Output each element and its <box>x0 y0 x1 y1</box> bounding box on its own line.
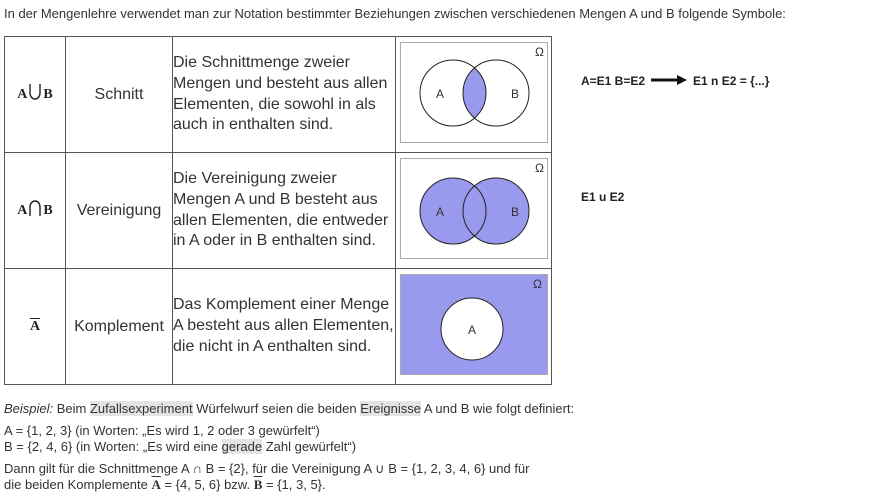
table-row <box>5 153 552 269</box>
union-symbol-icon <box>28 83 42 106</box>
example-intro <box>4 401 574 417</box>
set-b-label: B <box>510 86 519 101</box>
table-row <box>5 269 552 385</box>
omega-label: Ω <box>532 276 542 291</box>
side-note-2: E1 u E2 <box>581 190 625 204</box>
complement-b-symbol: $\overline{B}$ <box>253 477 263 492</box>
symbol-table <box>4 36 552 385</box>
symbol-operand-a: A <box>17 86 28 102</box>
symbol-operand-b: B <box>43 202 53 218</box>
symbol-description: Die Schnittmenge zweier Mengen und besteht aus allen Elementen, die sowohl in als auch in enthalten sind. <box>173 37 396 153</box>
complement-a-symbol: $\overline{A}$ <box>151 477 161 492</box>
omega-label: Ω <box>534 160 544 175</box>
set-a-label: A <box>435 204 444 219</box>
example-label: Beispiel: <box>4 401 54 416</box>
example-complement-line <box>4 477 574 493</box>
symbol-operand-a: A <box>17 202 28 218</box>
symbol-description: Das Komplement einer Menge A besteht aus allen Elementen, die nicht in A enthalten sind. <box>173 269 396 385</box>
example-text: Beim <box>53 401 90 416</box>
intersection-symbol-icon <box>28 199 42 222</box>
side-note-1-left: A=E1 B=E2 <box>581 74 646 88</box>
example-text: Zahl gewürfelt“) <box>262 439 357 454</box>
venn-union-diagram <box>396 153 552 269</box>
intro-text: In der Mengenlehre verwendet man zur Notation bestimmter Beziehungen zwischen verschiedenen Mengen A und B folgende Symbole: <box>4 6 786 21</box>
example-text: = {4, 5, 6} bzw. <box>160 477 254 492</box>
glossary-term-link[interactable]: Ereignisse <box>360 401 421 416</box>
venn-complement-diagram <box>396 269 552 385</box>
table-row <box>5 37 552 153</box>
side-note-1 <box>581 74 769 88</box>
set-a-label: A <box>467 322 476 337</box>
symbol-cell <box>5 153 66 269</box>
example-set-b <box>4 439 574 455</box>
symbol-cell <box>5 269 66 385</box>
side-note-1-right: E1 n E2 = {...} <box>693 74 770 88</box>
symbol-name: Komplement <box>66 269 173 385</box>
set-a-label: A <box>435 86 444 101</box>
glossary-term-link[interactable]: Zufallsexperiment <box>89 401 193 416</box>
example-section <box>4 401 574 493</box>
example-text: A und B wie folgt definiert: <box>420 401 575 416</box>
arrow-right-icon <box>651 74 687 88</box>
example-text: die beiden Komplemente <box>4 477 152 492</box>
example-set-a: A = {1, 2, 3} (in Worten: „Es wird 1, 2 oder 3 gewürfelt“) <box>4 423 320 438</box>
example-text: = {1, 3, 5}. <box>262 477 326 492</box>
symbol-operand-b: B <box>43 86 53 102</box>
venn-intersection-diagram <box>396 37 552 153</box>
set-b-label: B <box>510 204 519 219</box>
symbol-cell <box>5 37 66 153</box>
example-text: B = {2, 4, 6} (in Worten: „Es wird eine <box>4 439 222 454</box>
symbol-name: Vereinigung <box>66 153 173 269</box>
symbol-name: Schnitt <box>66 37 173 153</box>
symbol-description: Die Vereinigung zweier Mengen A und B besteht aus allen Elementen, die entweder in A oder in B enthalten sind. <box>173 153 396 269</box>
complement-symbol: $\overline{A}$ <box>29 318 41 334</box>
example-result-line: Dann gilt für die Schnittmenge A ∩ B = {2}, für die Vereinigung A ∪ B = {1, 2, 3, 4, 6} und für <box>4 461 530 476</box>
omega-label: Ω <box>534 44 544 59</box>
example-text: Würfelwurf seien die beiden <box>192 401 361 416</box>
glossary-term-link[interactable]: gerade <box>221 439 263 454</box>
